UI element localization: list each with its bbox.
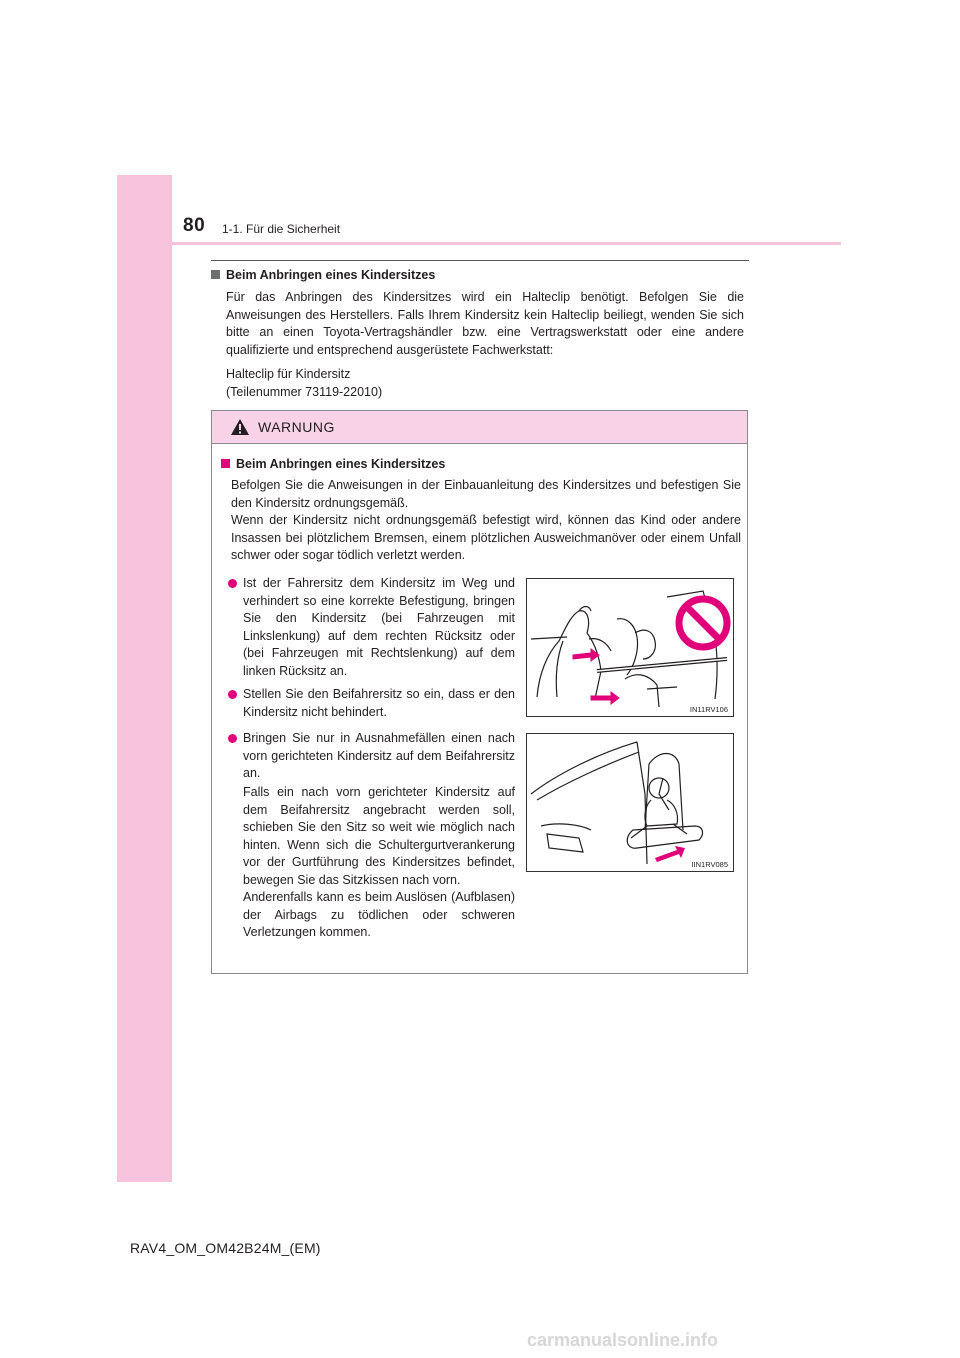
- warning-sub-heading: [221, 457, 445, 471]
- page-number: 80: [183, 215, 206, 236]
- clip-name: Halteclip für Kindersitz: [226, 367, 351, 381]
- section-title: 1-1. Für die Sicherheit: [222, 222, 341, 236]
- clip-part-number: (Teilenummer 73119-22010): [226, 385, 383, 399]
- sub-heading: [211, 268, 435, 282]
- bullet-dot-icon: [228, 690, 237, 699]
- figure-1-code: IN11RV106: [689, 705, 728, 714]
- warning-triangle-icon: [230, 418, 250, 436]
- header-rule: [117, 242, 841, 245]
- warning-bullet-1: Ist der Fahrersitz dem Kindersitz im Weg und verhindert so eine korrekte Befestigung, bringen Sie den Kindersitz (bei Fahrzeugen mit Linkslenkung) auf dem rechten Rücksitz oder (bei Fahrzeugen mit Rechtslenkung) auf dem linken Rücksitz an.: [243, 575, 515, 680]
- warning-paragraph-1: Befolgen Sie die Anweisungen in der Einbauanleitung des Kindersitzes und befestigen Sie den Kindersitz ordnungsgemäß.: [231, 478, 741, 510]
- watermark: carmanualsonline.info: [527, 1330, 719, 1350]
- warning-bullet-3-continued: Falls ein nach vorn gerichteter Kindersitz auf dem Beifahrersitz angebracht werden soll, schieben Sie den Sitz so weit wie möglich nach hinten. Wenn sich die Schultergurtverankerung vor der Gurtführung des Kindersitzes befindet, bewegen Sie das Sitzkissen nach vorn.: [243, 785, 515, 887]
- warning-sub-heading-text: Beim Anbringen eines Kindersitzes: [236, 457, 446, 471]
- warning-title: WARNUNG: [258, 419, 335, 435]
- side-color-strip: [117, 175, 172, 1182]
- square-bullet-icon: [221, 459, 230, 468]
- square-bullet-icon: [211, 270, 220, 279]
- bullet-dot-icon: [228, 734, 237, 743]
- intro-paragraph: Für das Anbringen des Kindersitzes wird ein Halteclip benötigt. Befolgen Sie die Anweisungen des Herstellers. Falls Ihrem Kindersitz kein Halteclip beiliegt, wenden Sie sich bitte an einen Toyota-Vertragshändler bzw. eine Vertragswerkstatt oder eine andere qualifizierte und entsprechend ausgerüstete Fachwerkstatt:: [226, 290, 744, 357]
- driver-seat-illustration: [527, 579, 733, 716]
- figure-driver-seat: [526, 578, 734, 717]
- warning-box: [211, 410, 748, 974]
- figure-passenger-seat: [526, 733, 734, 872]
- warning-header: [212, 411, 747, 444]
- section-rule: [211, 260, 749, 261]
- warning-bullet-3: Bringen Sie nur in Ausnahmefällen einen nach vorn gerichteten Kindersitz auf dem Beifahrersitz an.: [243, 730, 515, 783]
- passenger-seat-illustration: [527, 734, 733, 871]
- warning-paragraph-2: Wenn der Kindersitz nicht ordnungsgemäß befestigt wird, können das Kind oder andere Insassen bei plötzlichem Bremsen, einem plötzlichen Ausweichmanöver oder einem Unfall schwer oder sogar tödlich verletzt werden.: [231, 513, 741, 562]
- warning-bullet-3-consequence: Anderenfalls kann es beim Auslösen (Aufblasen) der Airbags zu tödlichen oder schweren Verletzungen kommen.: [243, 890, 515, 939]
- bullet-dot-icon: [228, 579, 237, 588]
- figure-2-code: IIN1RV085: [691, 860, 728, 869]
- document-code: RAV4_OM_OM42B24M_(EM): [130, 1240, 321, 1256]
- warning-bullet-2: Stellen Sie den Beifahrersitz so ein, dass er den Kindersitz nicht behindert.: [243, 686, 515, 721]
- sub-heading-text: Beim Anbringen eines Kindersitzes: [226, 268, 436, 282]
